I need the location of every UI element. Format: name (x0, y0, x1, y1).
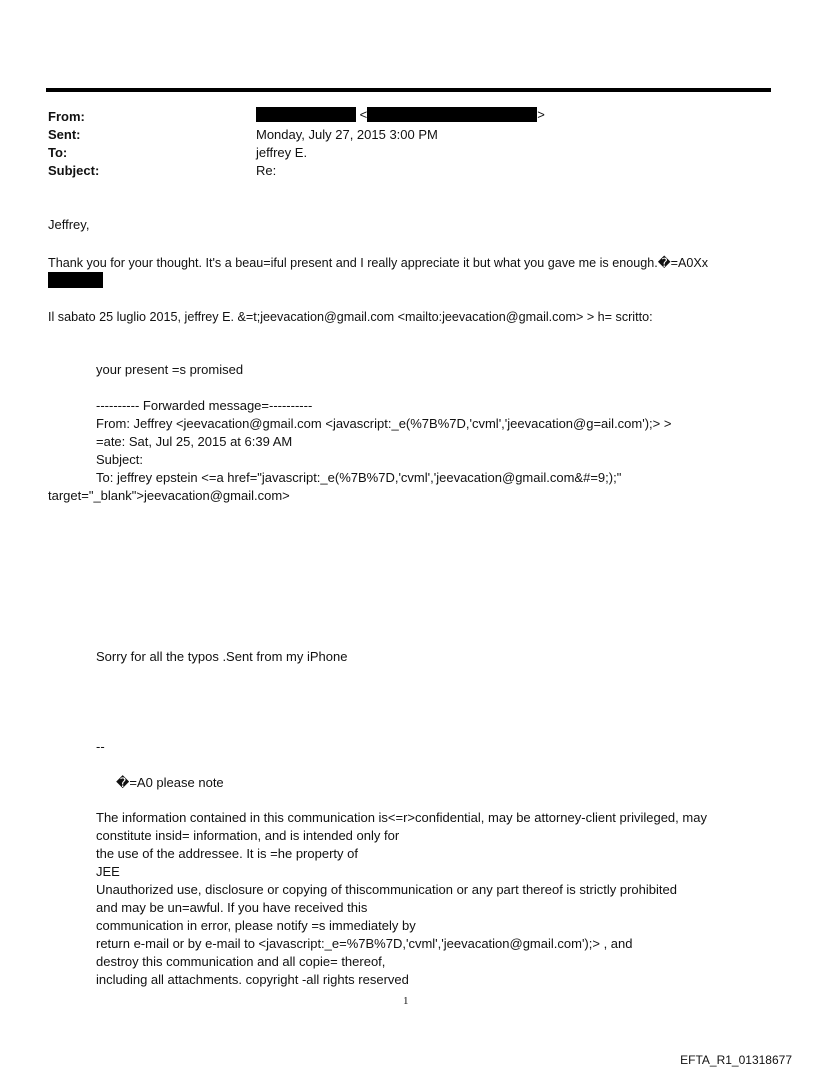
header-rule (46, 88, 771, 92)
greeting: Jeffrey, (48, 217, 90, 232)
to-value: jeffrey E. (256, 145, 308, 160)
disclaimer-line: destroy this communication and all copie= thereof, (96, 954, 386, 969)
disclaimer-line: and may be un=awful. If you have received this (96, 900, 368, 915)
forwarded-date: =ate: Sat, Jul 25, 2015 at 6:39 AM (96, 434, 293, 449)
subject-value: Re: (256, 163, 277, 178)
subject-label: Subject: (48, 163, 100, 178)
disclaimer-line: the use of the addressee. It is =he property of (96, 846, 358, 861)
forwarded-subject: Subject: (96, 452, 143, 467)
body-line-1: Thank you for your thought. It's a beau=iful present and I really appreciate it but what you gave me is enough.�=A0Xx (48, 256, 709, 270)
disclaimer-line: The information contained in this communication is<=r>confidential, may be attorney-client privileged, may (96, 810, 707, 825)
from-label: From: (48, 109, 85, 124)
sent-label: Sent: (48, 127, 81, 142)
sent-value: Monday, July 27, 2015 3:00 PM (256, 127, 438, 142)
please-note: �=A0 please note (116, 775, 224, 790)
disclaimer-line: return e-mail or by e-mail to <javascript:_e=%7B%7D,'cvml','jeevacation@gmail.com');> , and (96, 936, 633, 951)
disclaimer-line: constitute insid= information, and is intended only for (96, 828, 400, 843)
redaction-bar (367, 107, 537, 122)
quote-intro: Il sabato 25 luglio 2015, jeffrey E. &=t;jeevacation@gmail.com <mailto:jeevacation@gmail.com> > h= scritto: (48, 310, 653, 324)
redaction-block (48, 272, 103, 288)
present-line: your present =s promised (96, 362, 244, 377)
disclaimer-line: including all attachments. copyright -all rights reserved (96, 972, 409, 987)
to-label: To: (48, 145, 68, 160)
from-value (256, 107, 545, 122)
signature-dash: -- (96, 739, 105, 754)
forwarded-target: target="_blank">jeevacation@gmail.com> (48, 488, 290, 503)
from-lt: < (359, 107, 368, 122)
forwarded-header: ---------- Forwarded message=---------- (96, 398, 313, 413)
redaction-bar (256, 107, 356, 122)
redaction-bar (48, 272, 103, 288)
disclaimer-line: JEE (96, 864, 120, 879)
document-id: EFTA_R1_01318677 (680, 1053, 792, 1067)
forwarded-from: From: Jeffrey <jeevacation@gmail.com <javascript:_e(%7B%7D,'cvml','jeevacation@g=ail.com');> > (96, 416, 672, 431)
from-gt: > (537, 107, 545, 122)
forwarded-to: To: jeffrey epstein <=a href="javascript:_e(%7B%7D,'cvml','jeevacation@gmail.com&#=9;);" (96, 470, 622, 485)
page-number: 1 (403, 995, 409, 1007)
disclaimer-line: Unauthorized use, disclosure or copying of thiscommunication or any part thereof is strictly prohibited (96, 882, 677, 897)
disclaimer-line: communication in error, please notify =s immediately by (96, 918, 416, 933)
typos-line: Sorry for all the typos .Sent from my iPhone (96, 649, 348, 664)
